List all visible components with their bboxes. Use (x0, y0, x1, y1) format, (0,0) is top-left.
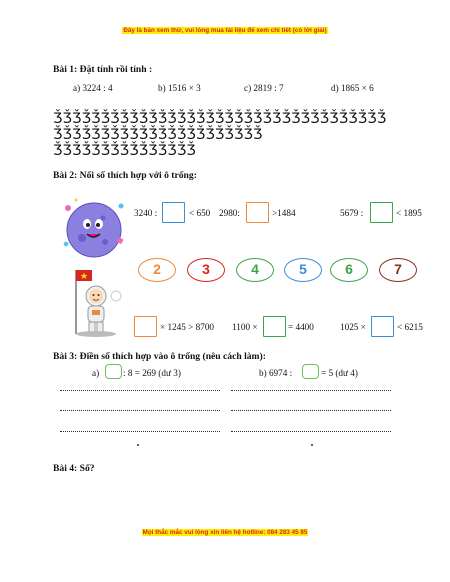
number-oval-2[interactable]: 2 (138, 258, 176, 282)
expr2-after: >1484 (272, 208, 296, 218)
header-banner-text: Đây là bản xem thử, vui lòng mua tài liệu để xem chi tiết (có lời giải) (123, 27, 327, 34)
bai3-title: Bài 3: Điền số thích hợp vào ô trống (nêu cách làm): (53, 351, 266, 362)
expr1-before: 3240 : (134, 208, 158, 218)
number-oval-5[interactable]: 5 (284, 258, 322, 282)
expr3-after: < 1895 (396, 208, 422, 218)
bai3-b-label: b) 6974 : (259, 368, 293, 378)
number-oval-6[interactable]: 6 (330, 258, 368, 282)
expr5-before: 1100 × (232, 322, 258, 332)
footer-banner (0, 529, 450, 536)
expr6-after: < 6215 (397, 322, 423, 332)
astronaut-flag-icon (66, 266, 126, 340)
work-area-line: ǮǮǮǮǮǮǮǮǮǮǮǮǮǮǮ (53, 143, 196, 159)
bai2-title: Bài 2: Nối số thích hợp với ô trống: (53, 170, 197, 181)
dot-mark (137, 444, 139, 446)
expr2-before: 2980: (219, 208, 240, 218)
bai1-item-a: a) 3224 : 4 (73, 83, 113, 93)
answer-line[interactable] (60, 431, 220, 432)
bai3-b-blank-box[interactable] (302, 364, 319, 379)
footer-banner-text: Mọi thắc mắc vui lòng xin liên hệ hotline: 084 283 45 85 (142, 529, 308, 536)
expr1-after: < 650 (189, 208, 211, 218)
answer-line[interactable] (231, 390, 391, 391)
bai3-b-after: = 5 (dư 4) (321, 368, 358, 378)
blank-box-expr2[interactable] (246, 202, 269, 223)
number-oval-4[interactable]: 4 (236, 258, 274, 282)
blank-box-expr1[interactable] (162, 202, 185, 223)
blank-box-expr6[interactable] (371, 316, 394, 337)
bai1-item-d: d) 1865 × 6 (331, 83, 374, 93)
number-oval-3[interactable]: 3 (187, 258, 225, 282)
bai1-item-b: b) 1516 × 3 (158, 83, 201, 93)
bai4-title: Bài 4: Số? (53, 463, 95, 474)
bai3-a-after: : 8 = 269 (dư 3) (123, 368, 181, 378)
blank-box-expr5[interactable] (263, 316, 286, 337)
expr4-after: × 1245 > 8700 (160, 322, 215, 332)
bai3-a-label: a) (92, 368, 100, 378)
blank-box-expr4[interactable] (134, 316, 157, 337)
expr3-before: 5679 : (340, 208, 364, 218)
dot-mark (311, 444, 313, 446)
work-area-line: ǮǮǮǮǮǮǮǮǮǮǮǮǮǮǮǮǮǮǮǮǮǮǮǮǮǮǮǮǮǮǮǮǮǮǮ (53, 111, 387, 127)
bai1-title: Bài 1: Đặt tính rồi tính : (53, 64, 153, 75)
answer-line[interactable] (231, 410, 391, 411)
header-banner (0, 27, 450, 34)
expr6-before: 1025 × (340, 322, 366, 332)
number-oval-7[interactable]: 7 (379, 258, 417, 282)
work-area-line: ǮǮǮǮǮǮǮǮǮǮǮǮǮǮǮǮǮǮǮǮǮǮ (53, 127, 263, 143)
expr5-after: = 4400 (288, 322, 314, 332)
answer-line[interactable] (231, 431, 391, 432)
bai1-item-c: c) 2819 : 7 (244, 83, 284, 93)
bai3-a-blank-box[interactable] (105, 364, 122, 379)
planet-mascot-icon (58, 190, 130, 262)
answer-line[interactable] (60, 410, 220, 411)
answer-line[interactable] (60, 390, 220, 391)
blank-box-expr3[interactable] (370, 202, 393, 223)
